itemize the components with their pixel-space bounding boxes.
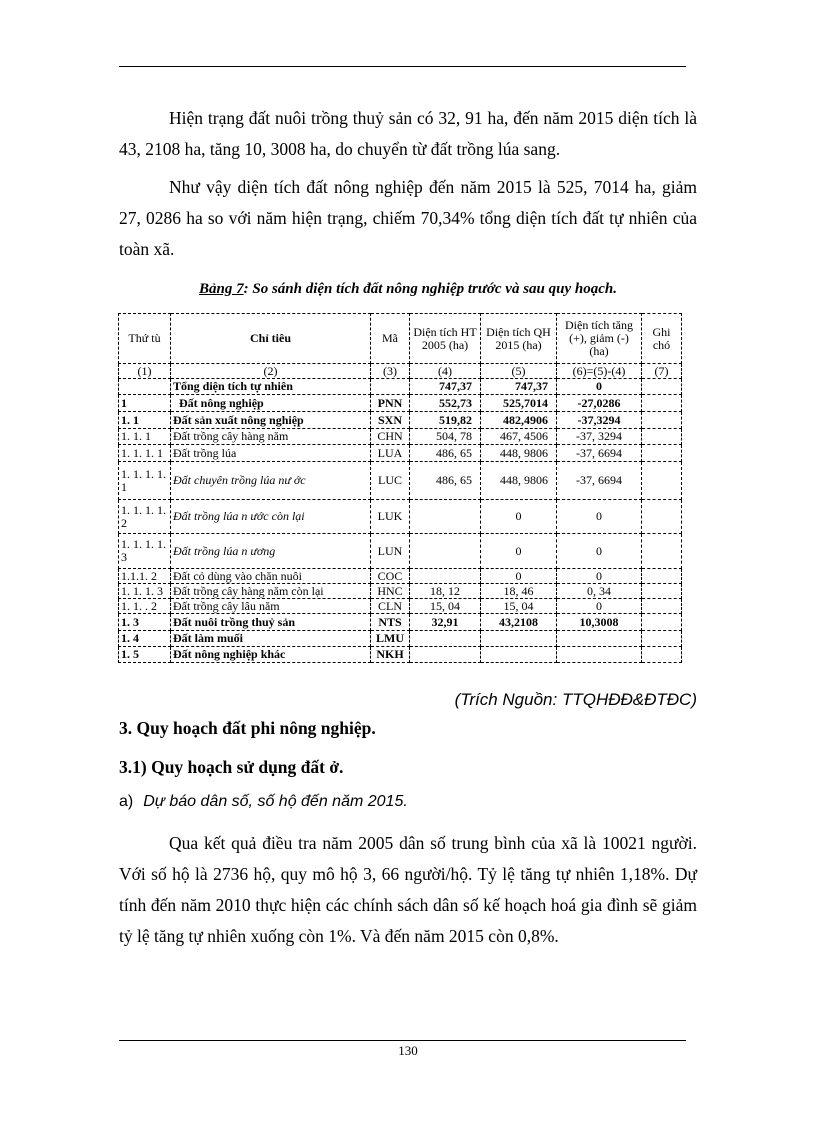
note-cell (642, 395, 682, 412)
col-number-cell: (1) (119, 364, 171, 379)
table-row (119, 569, 682, 584)
diff-cell (557, 647, 642, 663)
ht-cell: 747,37 (410, 379, 481, 395)
qh-cell: 467, 4506 (481, 429, 557, 445)
code-cell: LUC (371, 462, 410, 500)
section-heading: 3. Quy hoạch đất phi nông nghiệp. (119, 718, 376, 738)
header-cell: Diện tích tăng (+), giảm (-) (ha) (557, 314, 642, 364)
diff-cell: -37, 6694 (557, 462, 642, 500)
name-cell: Đất cỏ dùng vào chăn nuôi (171, 569, 371, 584)
note-cell (642, 599, 682, 614)
table-row (119, 500, 682, 534)
table-row (119, 599, 682, 614)
item-a-text: Dự báo dân số, số hộ đến năm 2015. (143, 793, 408, 810)
table-caption-label: Bảng 7 (199, 281, 244, 297)
code-cell: NTS (371, 614, 410, 631)
code-cell: LMU (371, 631, 410, 647)
header-cell: Diện tích QH 2015 (ha) (481, 314, 557, 364)
name-cell: Đất trồng cây hàng năm còn lại (171, 584, 371, 599)
diff-cell: -37, 6694 (557, 445, 642, 462)
col-number-cell: (7) (642, 364, 682, 379)
ht-cell: 32,91 (410, 614, 481, 631)
stt-cell: 1. 1. 1. 1. 3 (119, 534, 171, 569)
table-row (119, 395, 682, 412)
note-cell (642, 569, 682, 584)
code-cell: LUA (371, 445, 410, 462)
stt-cell: 1. 1. 1. 3 (119, 584, 171, 599)
paragraph-agri-land-total: Như vậy diện tích đất nông nghiệp đến năm 2015 là 525, 7014 ha, giảm 27, 0286 ha so với năm hiện trạng, chiếm 70,34% tổng diện tích đất tự nhiên của toàn xã. (119, 177, 697, 259)
ht-cell: 486, 65 (410, 445, 481, 462)
diff-cell: 0, 34 (557, 584, 642, 599)
note-cell (642, 445, 682, 462)
name-cell: Đất nông nghiệp khác (171, 647, 371, 663)
name-cell: Đất trồng lúa (171, 445, 371, 462)
stt-cell: 1. 5 (119, 647, 171, 663)
diff-cell: -37,3294 (557, 412, 642, 429)
diff-cell: 0 (557, 569, 642, 584)
ht-cell (410, 569, 481, 584)
code-cell: LUK (371, 500, 410, 534)
ht-cell (410, 631, 481, 647)
name-cell: Đất sản xuất nông nghiệp (171, 412, 371, 429)
col-number-cell: (2) (171, 364, 371, 379)
table-row (119, 462, 682, 500)
code-cell: NKH (371, 647, 410, 663)
qh-cell: 15, 04 (481, 599, 557, 614)
qh-cell (481, 647, 557, 663)
col-number-cell: (5) (481, 364, 557, 379)
note-cell (642, 462, 682, 500)
note-cell (642, 534, 682, 569)
note-cell (642, 614, 682, 631)
qh-cell: 525,7014 (481, 395, 557, 412)
name-cell: Đất nuôi trồng thuỷ sản (171, 614, 371, 631)
header-cell: Mã (371, 314, 410, 364)
qh-cell: 0 (481, 569, 557, 584)
qh-cell: 0 (481, 500, 557, 534)
table-row (119, 445, 682, 462)
code-cell: CLN (371, 599, 410, 614)
diff-cell: 0 (557, 599, 642, 614)
ht-cell: 486, 65 (410, 462, 481, 500)
ht-cell (410, 647, 481, 663)
stt-cell: 1. 1. . 2 (119, 599, 171, 614)
diff-cell: -27,0286 (557, 395, 642, 412)
ht-cell: 519,82 (410, 412, 481, 429)
header-cell: Diện tích HT 2005 (ha) (410, 314, 481, 364)
qh-cell: 18, 46 (481, 584, 557, 599)
code-cell: CHN (371, 429, 410, 445)
stt-cell: 1.1.1. 2 (119, 569, 171, 584)
footer-rule (119, 1040, 686, 1041)
land-comparison-table (118, 313, 682, 663)
column-number-row (119, 364, 682, 379)
subsection-heading: 3.1) Quy hoạch sử dụng đất ở. (119, 757, 344, 777)
qh-cell: 43,2108 (481, 614, 557, 631)
table-row (119, 631, 682, 647)
header-cell: Thứ tù (119, 314, 171, 364)
stt-cell (119, 379, 171, 395)
note-cell (642, 631, 682, 647)
code-cell: COC (371, 569, 410, 584)
name-cell: Đất trồng cây lâu năm (171, 599, 371, 614)
header-rule (119, 66, 686, 67)
name-cell: Đất trồng cây hàng năm (171, 429, 371, 445)
paragraph-population: Qua kết quả điều tra năm 2005 dân số trung bình của xã là 10021 người. Với số hộ là 2736 hộ, quy mô hộ 3, 66 người/hộ. Tỷ lệ tăng tự nhiên 1,18%. Dự tính đến năm 2010 thực hiện các chính sách dân số kế hoạch hoá gia đình sẽ giảm tỷ lệ tăng tự nhiên xuống còn 1%. Và đến năm 2015 còn 0,8%. (119, 833, 697, 946)
table-row (119, 379, 682, 395)
qh-cell: 747,37 (481, 379, 557, 395)
diff-cell: 0 (557, 534, 642, 569)
item-a-heading (119, 793, 408, 811)
note-cell (642, 584, 682, 599)
name-cell: Đất trồng lúa n ước còn lại (171, 500, 371, 534)
code-cell (371, 379, 410, 395)
ht-cell: 15, 04 (410, 599, 481, 614)
stt-cell: 1. 4 (119, 631, 171, 647)
paragraph-aquaculture: Hiện trạng đất nuôi trồng thuỷ sản có 32, 91 ha, đến năm 2015 diện tích là 43, 2108 ha, tăng 10, 3008 ha, do chuyển từ đất trồng lúa sang. (119, 108, 697, 159)
qh-cell: 0 (481, 534, 557, 569)
ht-cell (410, 534, 481, 569)
stt-cell: 1. 1. 1. 1. 1 (119, 462, 171, 500)
code-cell: LUN (371, 534, 410, 569)
code-cell: HNC (371, 584, 410, 599)
table-caption-text: : So sánh diện tích đất nông nghiệp trước và sau quy hoạch. (243, 281, 617, 297)
col-number-cell: (4) (410, 364, 481, 379)
name-cell: Đất làm muối (171, 631, 371, 647)
diff-cell: 0 (557, 500, 642, 534)
ht-cell: 552,73 (410, 395, 481, 412)
note-cell (642, 647, 682, 663)
note-cell (642, 379, 682, 395)
qh-cell: 482,4906 (481, 412, 557, 429)
diff-cell: -37, 3294 (557, 429, 642, 445)
note-cell (642, 500, 682, 534)
diff-cell: 10,3008 (557, 614, 642, 631)
table-row (119, 429, 682, 445)
diff-cell: 0 (557, 379, 642, 395)
table-row (119, 614, 682, 631)
name-cell: Đất chuyên trồng lúa nư ớc (171, 462, 371, 500)
qh-cell: 448, 9806 (481, 445, 557, 462)
stt-cell: 1. 3 (119, 614, 171, 631)
stt-cell: 1. 1. 1. 1 (119, 445, 171, 462)
code-cell: PNN (371, 395, 410, 412)
table-row (119, 647, 682, 663)
ht-cell: 18, 12 (410, 584, 481, 599)
table-row (119, 534, 682, 569)
header-cell: Chỉ tiêu (171, 314, 371, 364)
page-number: 130 (398, 1043, 418, 1058)
code-cell: SXN (371, 412, 410, 429)
col-number-cell: (3) (371, 364, 410, 379)
diff-cell (557, 631, 642, 647)
item-a-letter: a) (119, 793, 134, 810)
stt-cell: 1. 1. 1 (119, 429, 171, 445)
col-number-cell: (6)=(5)-(4) (557, 364, 642, 379)
table-header-row (119, 314, 682, 364)
table-caption (0, 281, 816, 298)
ht-cell (410, 500, 481, 534)
name-cell: Đất nông nghiệp (171, 395, 371, 412)
source-note: (Trích Nguồn: TTQHĐĐ&ĐTĐC) (454, 690, 697, 709)
table-row (119, 412, 682, 429)
note-cell (642, 412, 682, 429)
name-cell: Đất trồng lúa n ương (171, 534, 371, 569)
stt-cell: 1. 1. 1. 1. 2 (119, 500, 171, 534)
table-row (119, 584, 682, 599)
qh-cell: 448, 9806 (481, 462, 557, 500)
qh-cell (481, 631, 557, 647)
note-cell (642, 429, 682, 445)
ht-cell: 504, 78 (410, 429, 481, 445)
header-cell: Ghi chó (642, 314, 682, 364)
stt-cell: 1 (119, 395, 171, 412)
name-cell: Tổng diện tích tự nhiên (171, 379, 371, 395)
stt-cell: 1. 1 (119, 412, 171, 429)
